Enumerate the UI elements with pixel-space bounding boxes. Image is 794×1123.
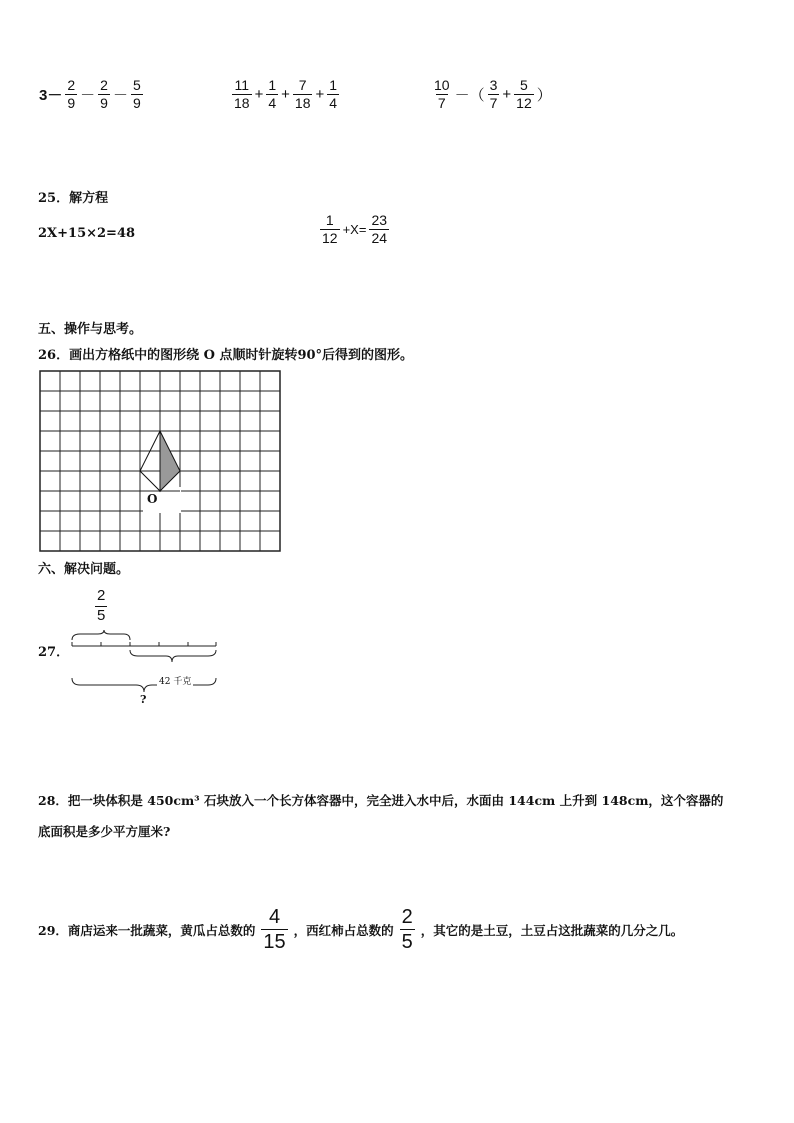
expr3-close: ） xyxy=(536,87,552,105)
q27-number: 27． xyxy=(38,645,70,660)
q27-weight-label: 42 千克 xyxy=(157,674,193,687)
expr2-op2: + xyxy=(281,86,290,104)
expr3-op2: + xyxy=(502,86,512,104)
q29-fraction-1: $\frac{4}{15}$ xyxy=(263,906,286,953)
expr1-fraction-3: $\frac{5}{9}$ xyxy=(132,77,141,112)
section-5-heading: 五、操作与思考。 xyxy=(38,322,143,337)
middle-brace xyxy=(130,650,216,662)
eq2-middle: +X= xyxy=(342,222,367,238)
eq2-fraction-right: $\frac{23}{24}$ xyxy=(371,212,388,247)
q29-part-3: ，其它的是土豆，土豆占这批蔬菜的几分之几。 xyxy=(420,922,684,938)
expr1-op2: － xyxy=(112,87,128,105)
q28-line-2: 底面积是多少平方厘米? xyxy=(38,824,171,839)
q29-part-1: 29．商店运来一批蔬菜，黄瓜占总数的 xyxy=(38,922,256,938)
q29-text xyxy=(38,906,683,953)
eq2-fraction-left: $\frac{1}{12}$ xyxy=(322,212,338,247)
expr1-fraction-2: $\frac{2}{9}$ xyxy=(100,77,108,112)
shaded-half-triangle xyxy=(160,431,180,491)
expr3-fraction-2: $\frac{3}{7}$ xyxy=(489,77,498,112)
calc-expression-3 xyxy=(430,78,553,112)
expr2-op1: + xyxy=(254,86,264,104)
expr2-fraction-4: $\frac{1}{4}$ xyxy=(329,77,338,112)
q27-question-mark: ? xyxy=(140,693,147,706)
origin-o-label: O xyxy=(147,492,158,506)
expr2-fraction-1: $\frac{11}{18}$ xyxy=(234,77,250,112)
q26-grid-figure xyxy=(38,369,282,553)
expr2-fraction-2: $\frac{1}{4}$ xyxy=(268,77,277,112)
q29-part-2: ，西红柿占总数的 xyxy=(293,922,394,938)
section-6-heading: 六、解决问题。 xyxy=(38,562,130,577)
expr3-fraction-1: $\frac{10}{7}$ xyxy=(434,77,450,112)
q25-equation-2 xyxy=(318,213,391,247)
q28-line-1: 28．把一块体积是 450cm³ 石块放入一个长方体容器中，完全进入水中后，水面由 144cm 上升到 148cm，这个容器的 xyxy=(38,793,724,808)
unshaded-half-triangle xyxy=(140,431,160,491)
bottom-brace xyxy=(72,678,216,692)
expr3-fraction-3: $\frac{5}{12}$ xyxy=(516,77,532,112)
q26-text: 26．画出方格纸中的图形绕 O 点顺时针旋转90°后得到的图形。 xyxy=(38,348,414,363)
expr1-fraction-1: $\frac{2}{9}$ xyxy=(67,77,76,112)
q27-fraction-label: $\frac{2}{5}$ xyxy=(97,587,106,624)
q25-equation-1: 2X+15×2=48 xyxy=(38,226,136,241)
expr3-op1: －（ xyxy=(454,87,485,105)
top-brace xyxy=(72,630,130,640)
calc-expression-2 xyxy=(230,78,341,112)
q25-title: 25．解方程 xyxy=(38,191,109,206)
q29-fraction-2: $\frac{2}{5}$ xyxy=(401,906,413,953)
expr2-op3: + xyxy=(315,86,325,104)
expr1-op1: － xyxy=(80,87,96,105)
calc-expression-1 xyxy=(38,78,145,112)
expr1-lead: 3－ xyxy=(39,87,63,105)
expr2-fraction-3: $\frac{7}{18}$ xyxy=(294,77,311,112)
